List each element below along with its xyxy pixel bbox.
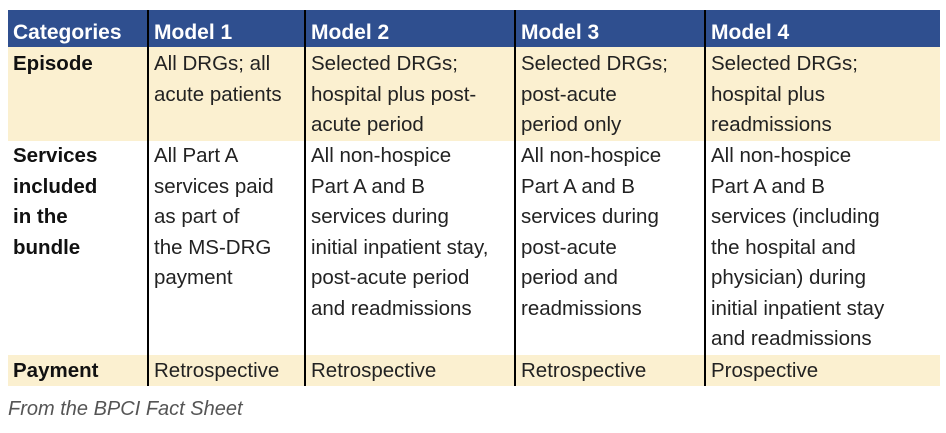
cell-line: Part A and B [711, 174, 825, 198]
header-model-1: Model 1 [148, 10, 305, 47]
cell-line: Services [13, 144, 98, 167]
cell-line: readmissions [711, 113, 832, 136]
row-label-episode [8, 47, 148, 141]
services-model-4-cell [705, 141, 940, 355]
cell-line: Selected DRGs; [311, 52, 458, 75]
cell-line: period and [521, 266, 618, 289]
cell-line: All non-hospice [711, 144, 852, 167]
cell-line: included [13, 174, 98, 198]
episode-model-1-cell [148, 47, 305, 141]
table-row-services [8, 141, 940, 355]
episode-model-4-cell [705, 47, 940, 141]
cell-line: physician) during [711, 266, 866, 289]
header-categories: Categories [8, 10, 148, 47]
payment-model-1-cell [148, 355, 305, 386]
payment-model-3-cell [515, 355, 705, 386]
services-model-3-cell [515, 141, 705, 355]
figure-caption: From the BPCI Fact Sheet [8, 397, 243, 420]
cell-line: Prospective [711, 358, 819, 382]
cell-line: Part A and B [521, 174, 635, 198]
cell-line: post-acute period [311, 266, 470, 289]
cell-line: bundle [13, 235, 81, 259]
cell-line: Selected DRGs; [711, 52, 858, 75]
cell-line: post-acute [521, 235, 617, 259]
episode-model-2-cell [305, 47, 515, 141]
cell-line: and readmissions [311, 296, 472, 320]
bpci-models-figure [8, 10, 940, 421]
payment-model-4-cell [705, 355, 940, 386]
cell-line: readmissions [521, 296, 642, 320]
table-header-row [8, 10, 940, 47]
cell-line: hospital plus [711, 82, 825, 106]
cell-line: as part of [154, 205, 240, 228]
episode-model-3-cell [515, 47, 705, 141]
cell-line: the MS-DRG [154, 235, 272, 259]
cell-line: All non-hospice [311, 144, 452, 167]
table-row-payment [8, 355, 940, 386]
cell-line: Retrospective [154, 358, 280, 382]
cell-line: payment [154, 266, 233, 289]
cell-line: services during [521, 205, 659, 228]
cell-line: All Part A [154, 144, 239, 167]
cell-line: All non-hospice [521, 144, 662, 167]
cell-line: Retrospective [311, 358, 437, 382]
row-label-payment [8, 355, 148, 386]
cell-line: Retrospective [521, 358, 647, 382]
cell-line: Episode [13, 52, 93, 75]
cell-line: the hospital and [711, 235, 856, 259]
cell-line: post-acute [521, 82, 617, 106]
cell-line: initial inpatient stay, [311, 235, 489, 259]
cell-line: All DRGs; all [154, 52, 271, 75]
header-model-3: Model 3 [515, 10, 705, 47]
bpci-models-table [8, 10, 940, 386]
row-label-services [8, 141, 148, 355]
cell-line: and readmissions [711, 327, 872, 350]
cell-line: acute period [311, 113, 424, 136]
cell-line: services paid [154, 174, 274, 198]
cell-line: acute patients [154, 82, 282, 106]
services-model-2-cell [305, 141, 515, 355]
cell-line: in the [13, 205, 68, 228]
cell-line: period only [521, 113, 622, 136]
header-model-2: Model 2 [305, 10, 515, 47]
services-model-1-cell [148, 141, 305, 355]
cell-line: Part A and B [311, 174, 425, 198]
payment-model-2-cell [305, 355, 515, 386]
cell-line: services (including [711, 205, 880, 228]
cell-line: initial inpatient stay [711, 296, 885, 320]
cell-line: Selected DRGs; [521, 52, 668, 75]
cell-line: services during [311, 205, 449, 228]
cell-line: Payment [13, 358, 99, 382]
table-row-episode [8, 47, 940, 141]
cell-line: hospital plus post- [311, 82, 477, 106]
header-model-4: Model 4 [705, 10, 940, 47]
